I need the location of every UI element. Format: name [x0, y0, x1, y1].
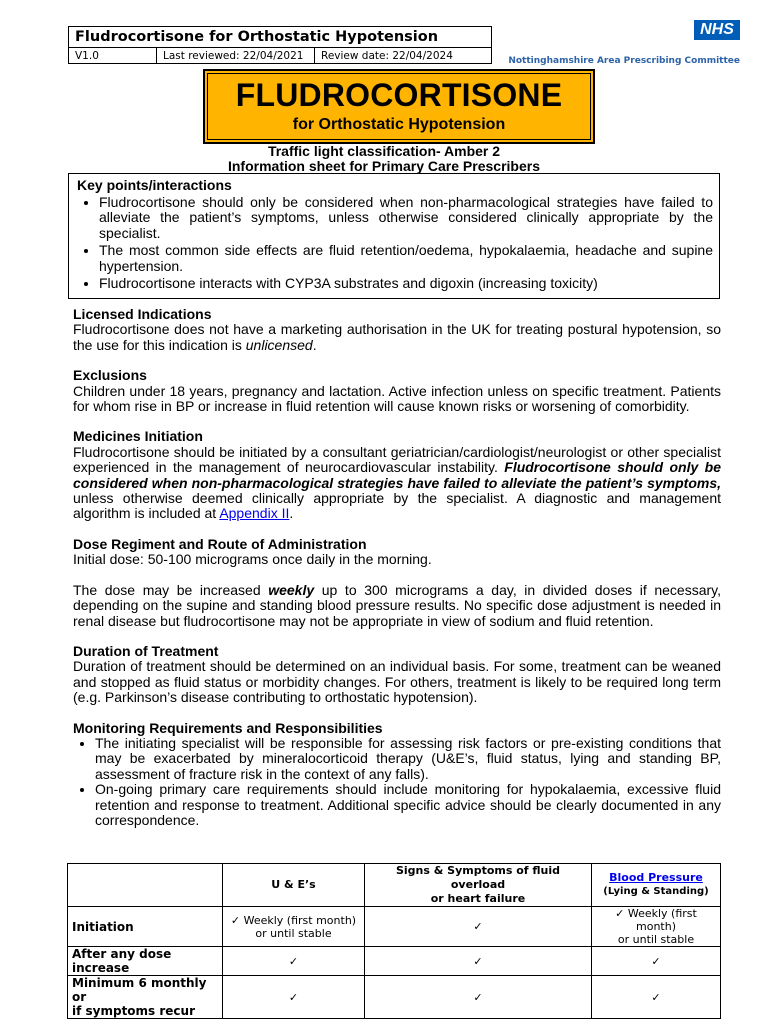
document-title: Fludrocortisone for Orthostatic Hypotension — [69, 27, 492, 48]
monitoring-list — [73, 736, 721, 828]
check-icon: ✓ — [365, 976, 592, 1019]
table-row — [68, 907, 721, 947]
list-item: • Fludrocortisone should only be considered when non-pharmacological strategies have failed to alleviate the patient’s symptoms, unless otherwise considered clinically appropriate by the specialist. — [99, 195, 713, 242]
dose-heading: Dose Regiment and Route of Administration — [73, 535, 367, 552]
traffic-light-classification: Traffic light classification- Amber 2 — [267, 143, 501, 159]
blood-pressure-link[interactable]: Blood Pressure — [609, 871, 703, 884]
initiation-heading: Medicines Initiation — [73, 428, 203, 445]
dose-initial: Initial dose: 50-100 micrograms once daily in the morning. — [73, 551, 432, 568]
document-header-table — [68, 26, 492, 64]
licensed-text: Fludrocortisone does not have a marketing authorisation in the UK for treating postural hypotension, so the use for this indication is unlicensed. — [73, 321, 721, 353]
table-row — [68, 976, 721, 1019]
review-date: Review date: 22/04/2024 — [315, 48, 492, 64]
duration-text: Duration of treatment should be determined on an individual basis. For some, treatment can be weaned and stopped as fluid status or morbidity changes. For others, treatment is likely to be required long term (e.g. Parkinson’s disease contributing to orthostatic hypotension). — [73, 658, 721, 706]
licensed-heading: Licensed Indications — [73, 306, 212, 322]
check-icon: ✓ — [592, 976, 721, 1019]
table-cell: ✓ Weekly (first month) or until stable — [592, 907, 721, 947]
monitoring-heading: Monitoring Requirements and Responsibilities — [73, 719, 383, 736]
committee-name: Nottinghamshire Area Prescribing Committee — [508, 56, 740, 66]
duration-heading: Duration of Treatment — [73, 642, 219, 659]
list-item: • The most common side effects are fluid retention/oedema, hypokalaemia, headache and supine hypertension. — [99, 243, 713, 274]
check-icon: ✓ — [365, 947, 592, 976]
main-content — [73, 307, 721, 828]
monitoring-table — [67, 863, 721, 1019]
col-header-fluid: Signs & Symptoms of fluid overload or heart failure — [365, 864, 592, 907]
table-cell: ✓ Weekly (first month) or until stable — [223, 907, 365, 947]
initiation-text: Fludrocortisone should be initiated by a consultant geriatrician/cardiologist/neurologist or other specialist experienced in the management of neurocardiovascular instability. Fludrocortisone should only be considered when non-pharmacological strategies have failed to alleviate the patient’s symptoms, unless otherwise deemed clinically appropriate by the specialist. A diagnostic and management algorithm is included at Appendix II. — [73, 443, 721, 522]
nhs-logo: NHS — [694, 20, 740, 40]
row-label: Minimum 6 monthly or if symptoms recur — [68, 976, 223, 1019]
col-header-bp: Blood Pressure (Lying & Standing) — [592, 864, 721, 907]
list-item: • The initiating specialist will be responsible for assessing risk factors or pre-existing conditions that may be exacerbated by mineralocorticoid therapy (U&E’s, fluid status, lying and standing BP, assessment of fracture risk in the context of any falls). — [95, 736, 721, 782]
table-row — [68, 947, 721, 976]
exclusions-text: Children under 18 years, pregnancy and lactation. Active infection unless on specific treatment. Patients for whom rise in BP or increase in fluid retention will cause known risks or worsening of comorbidity. — [73, 382, 721, 415]
banner-subtitle: for Orthostatic Hypotension — [292, 116, 506, 133]
list-item: • Fludrocortisone interacts with CYP3A substrates and digoxin (increasing toxicity) — [99, 276, 713, 292]
last-reviewed: Last reviewed: 22/04/2021 — [157, 48, 315, 64]
row-label: Initiation — [68, 907, 223, 947]
appendix-link[interactable]: Appendix II — [219, 505, 290, 522]
key-points-list — [77, 195, 713, 292]
check-icon: ✓ — [365, 907, 592, 947]
version: V1.0 — [69, 48, 157, 64]
check-icon: ✓ — [223, 947, 365, 976]
banner-title: FLUDROCORTISONE — [235, 77, 563, 113]
key-points-box — [68, 173, 720, 299]
list-item: • On-going primary care requirements should include monitoring for hypokalaemia, excessive fluid retention and response to treatment. Additional specific advice should be clearly documented in any correspondence. — [95, 782, 721, 828]
exclusions-heading: Exclusions — [73, 367, 147, 384]
dose-text: The dose may be increased weekly up to 300 micrograms a day, in divided doses if necessary, depending on the supine and standing blood pressure results. No specific dose adjustment is needed in renal disease but fludrocortisone may not be appropriate in view of sodium and fluid retention. — [73, 581, 721, 629]
title-banner — [203, 69, 595, 144]
col-header-ues: U & E’s — [223, 864, 365, 907]
row-label: After any dose increase — [68, 947, 223, 976]
table-corner — [68, 864, 223, 907]
check-icon: ✓ — [592, 947, 721, 976]
check-icon: ✓ — [223, 976, 365, 1019]
key-points-heading: Key points/interactions — [77, 177, 232, 193]
info-sheet-label: Information sheet for Primary Care Prescribers — [227, 158, 540, 174]
